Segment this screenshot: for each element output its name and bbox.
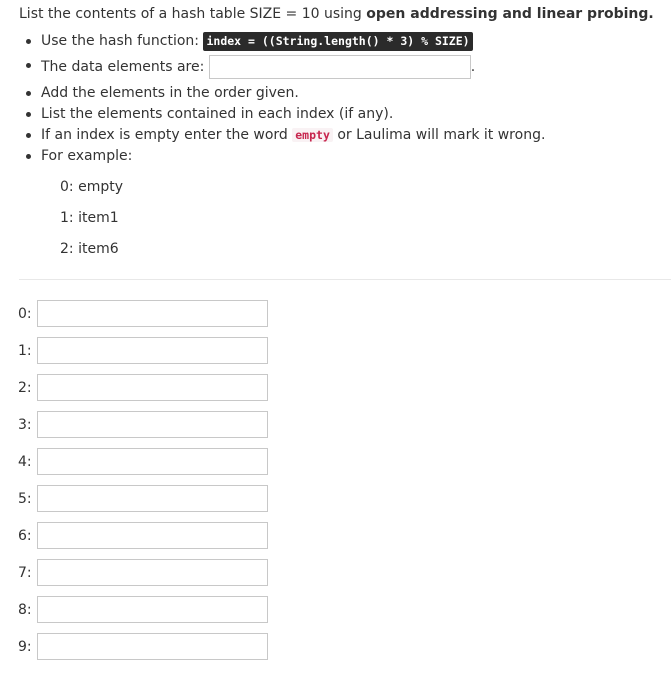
index-label: 1: (18, 343, 32, 359)
index-label: 4: (18, 454, 32, 470)
example-line: 2: item6 (60, 241, 119, 257)
list-item-hash-function (19, 31, 659, 51)
index-label: 9: (18, 639, 32, 655)
index-label: 0: (18, 306, 32, 322)
title-bold-text: open addressing and linear probing. (366, 6, 654, 22)
list-item-for-example: For example: (19, 146, 659, 166)
list-item-empty-rule (19, 125, 659, 145)
answer-input-0[interactable] (37, 300, 268, 327)
empty-rule-prefix: If an index is empty enter the word (41, 127, 288, 143)
answer-input-7[interactable] (37, 559, 268, 586)
data-elements-label: The data elements are: (41, 59, 205, 75)
answer-input-8[interactable] (37, 596, 268, 623)
list-item-order: Add the elements in the order given. (19, 83, 659, 103)
title-text: List the contents of a hash table SIZE = 10 using (19, 6, 367, 22)
answer-input-9[interactable] (37, 633, 268, 660)
index-label: 3: (18, 417, 32, 433)
answer-input-5[interactable] (37, 485, 268, 512)
index-label: 2: (18, 380, 32, 396)
index-label: 7: (18, 565, 32, 581)
question-block (19, 4, 659, 166)
trailing-dot: . (470, 59, 476, 75)
empty-keyword: empty (292, 128, 333, 142)
instructions-list (19, 31, 659, 166)
index-label: 6: (18, 528, 32, 544)
answer-input-3[interactable] (37, 411, 268, 438)
question-title (19, 4, 659, 24)
index-label: 5: (18, 491, 32, 507)
hash-function-label: Use the hash function: (41, 33, 200, 49)
divider (19, 279, 671, 280)
data-elements-box (209, 55, 471, 79)
index-label: 8: (18, 602, 32, 618)
answer-input-6[interactable] (37, 522, 268, 549)
example-line: 0: empty (60, 179, 123, 195)
answer-input-2[interactable] (37, 374, 268, 401)
answer-input-1[interactable] (37, 337, 268, 364)
hash-function-code: index = ((String.length() * 3) % SIZE) (203, 32, 472, 51)
list-item-list-elements: List the elements contained in each index (if any). (19, 104, 659, 124)
empty-rule-suffix: or Laulima will mark it wrong. (337, 127, 546, 143)
list-item-data-elements (19, 55, 659, 79)
example-line: 1: item1 (60, 210, 119, 226)
answer-input-4[interactable] (37, 448, 268, 475)
